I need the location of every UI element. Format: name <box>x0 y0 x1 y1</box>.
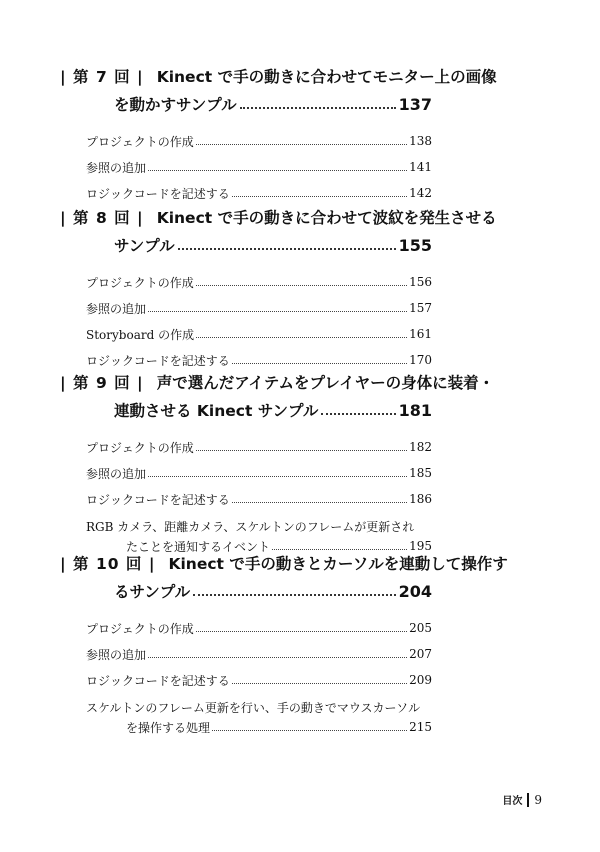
entry-page: 209 <box>409 673 432 687</box>
toc-entry[interactable] <box>60 460 432 486</box>
chapter-number: | 第 8 回 | <box>60 209 144 227</box>
entry-page: 205 <box>409 621 432 635</box>
entry-title: ロジックコードを記述する <box>86 186 230 201</box>
entry-page: 161 <box>409 327 432 341</box>
chapter-heading[interactable] <box>60 203 497 231</box>
toc-entry[interactable] <box>60 269 432 295</box>
chapter-page: 181 <box>398 400 432 420</box>
chapter-7 <box>60 62 497 206</box>
toc-entry[interactable] <box>60 486 432 512</box>
entry-page: 195 <box>409 539 432 553</box>
toc-entry[interactable] <box>60 615 432 641</box>
chapter-title-line1: Kinect で手の動きに合わせてモニター上の画像 <box>156 68 497 86</box>
entry-page: 182 <box>409 440 432 454</box>
entry-page: 170 <box>409 353 432 367</box>
dot-leader <box>196 337 407 338</box>
entry-title: ロジックコードを記述する <box>86 492 230 507</box>
toc-entry[interactable] <box>60 295 432 321</box>
dot-leader <box>196 285 407 286</box>
dot-leader <box>232 502 407 503</box>
chapter-title-line2: を動かすサンプル <box>114 96 237 114</box>
entry-title: プロジェクトの作成 <box>86 621 194 636</box>
entry-title: 参照の追加 <box>86 301 147 316</box>
entry-page: 141 <box>409 160 432 174</box>
toc-entry[interactable] <box>60 641 432 667</box>
dot-leader <box>178 248 396 250</box>
dot-leader <box>196 144 407 145</box>
dot-leader <box>148 170 407 171</box>
entry-page: 138 <box>409 134 432 148</box>
dot-leader <box>148 476 407 477</box>
entry-page: 207 <box>409 647 432 661</box>
entry-title: プロジェクトの作成 <box>86 275 194 290</box>
entry-title: ロジックコードを記述する <box>86 353 230 368</box>
chapter-title-line2: 連動させる Kinect サンプル <box>114 402 319 420</box>
dot-leader <box>148 311 407 312</box>
entry-page: 186 <box>409 492 432 506</box>
page-footer <box>502 792 542 807</box>
chapter-title-line1: 声で選んだアイテムをプレイヤーの身体に装着・ <box>156 374 495 392</box>
chapter-heading[interactable] <box>60 62 497 90</box>
chapter-heading-cont[interactable] <box>60 90 432 118</box>
chapter-title-line1: Kinect で手の動きとカーソルを連動して操作す <box>168 555 508 573</box>
entry-page: 215 <box>409 720 432 734</box>
chapter-heading-cont[interactable] <box>60 396 432 424</box>
entry-title: 参照の追加 <box>86 466 147 481</box>
entry-title: 参照の追加 <box>86 647 147 662</box>
entry-page: 156 <box>409 275 432 289</box>
dot-leader <box>196 631 407 632</box>
entry-title-line2: を操作する処理 <box>126 720 211 735</box>
page-number: 9 <box>534 792 542 807</box>
entry-title: ロジックコードを記述する <box>86 673 230 688</box>
dot-leader <box>148 657 407 658</box>
chapter-heading[interactable] <box>60 549 508 577</box>
dot-leader <box>232 363 407 364</box>
chapter-8 <box>60 203 497 373</box>
entry-page: 185 <box>409 466 432 480</box>
entry-title: プロジェクトの作成 <box>86 134 194 149</box>
chapter-number: | 第 10 回 | <box>60 555 156 573</box>
toc-entry[interactable] <box>60 667 432 693</box>
dot-leader <box>193 594 395 596</box>
chapter-page: 204 <box>398 581 432 601</box>
entry-title-line1: スケルトンのフレーム更新を行い、手の動きでマウスカーソル <box>86 700 421 715</box>
chapter-9 <box>60 368 495 556</box>
footer-label: 目次 <box>502 796 523 807</box>
chapter-title-line2: サンプル <box>114 237 175 255</box>
chapter-page: 155 <box>398 235 432 255</box>
dot-leader <box>232 196 407 197</box>
entry-title: プロジェクトの作成 <box>86 440 194 455</box>
toc-entry[interactable] <box>60 128 432 154</box>
dot-leader <box>240 107 396 109</box>
dot-leader <box>232 683 407 684</box>
dot-leader <box>321 413 395 415</box>
footer-divider <box>527 793 529 807</box>
chapter-heading[interactable] <box>60 368 495 396</box>
entry-title-line2: たことを通知するイベント <box>126 539 271 554</box>
toc-entry-multiline[interactable] <box>60 697 432 737</box>
chapter-heading-cont[interactable] <box>60 577 432 605</box>
chapter-title-line2: るサンプル <box>114 583 191 601</box>
entry-title: Storyboard の作成 <box>86 327 195 342</box>
dot-leader <box>196 450 407 451</box>
chapter-page: 137 <box>398 94 432 114</box>
chapter-number: | 第 7 回 | <box>60 68 144 86</box>
entry-title-line1: RGB カメラ、距離カメラ、スケルトンのフレームが更新され <box>86 519 415 534</box>
chapter-heading-cont[interactable] <box>60 231 432 259</box>
toc-entry[interactable] <box>60 321 432 347</box>
dot-leader <box>212 730 407 731</box>
toc-entry[interactable] <box>60 434 432 460</box>
entry-page: 157 <box>409 301 432 315</box>
entry-page: 142 <box>409 186 432 200</box>
chapter-number: | 第 9 回 | <box>60 374 144 392</box>
entry-title: 参照の追加 <box>86 160 147 175</box>
chapter-10 <box>60 549 508 737</box>
chapter-title-line1: Kinect で手の動きに合わせて波紋を発生させる <box>156 209 497 227</box>
toc-entry[interactable] <box>60 154 432 180</box>
